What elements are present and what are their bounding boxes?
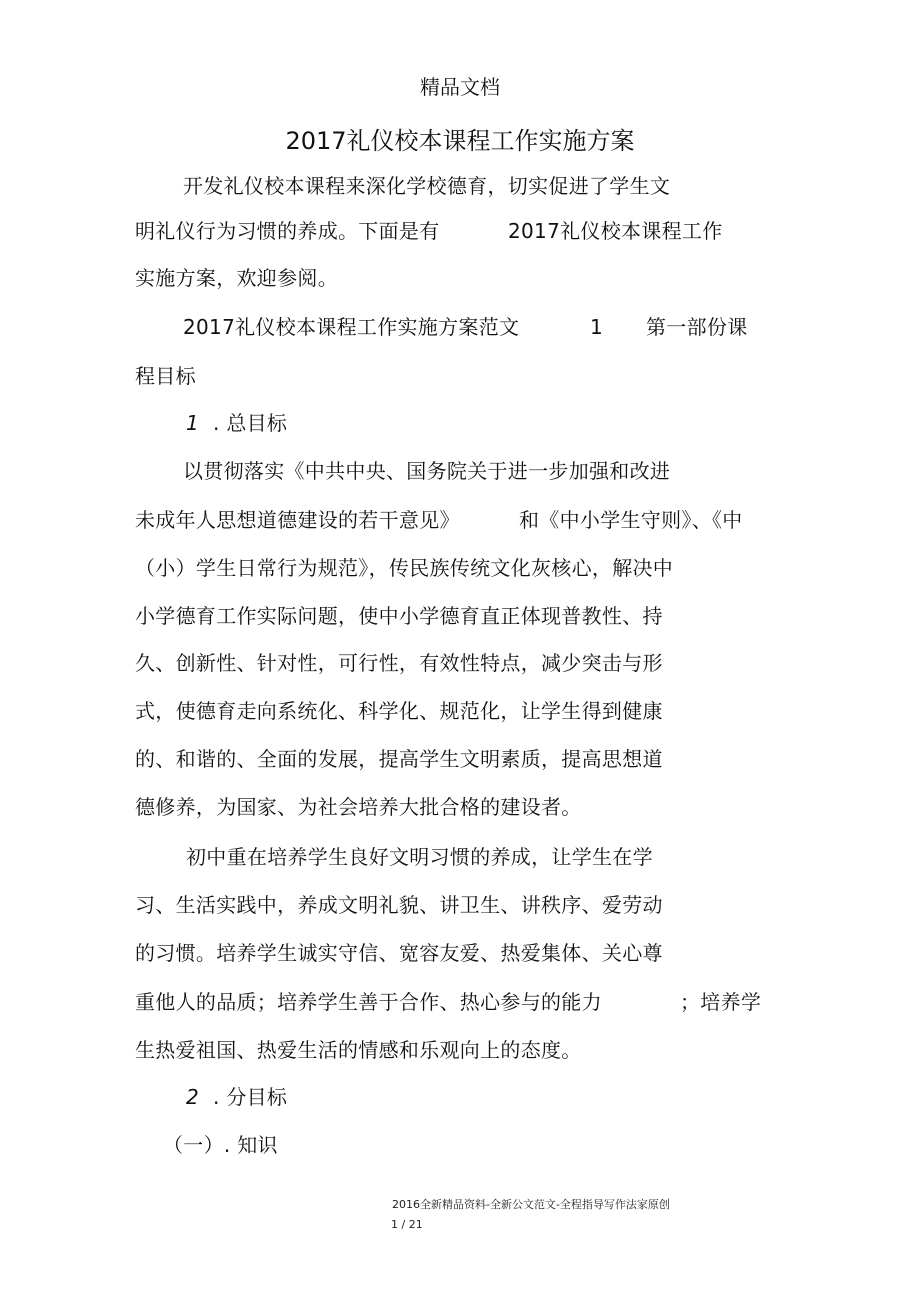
- paragraph-line: 2017礼仪校本课程工作: [508, 219, 723, 243]
- paragraph-line: 习、生活实践中，养成文明礼貌、讲卫生、讲秩序、爱劳动: [135, 893, 663, 917]
- subheading: （一）. 知识: [163, 1133, 278, 1157]
- paragraph-line: （小）学生日常行为规范》，传民族传统文化灰核心，解决中: [135, 556, 674, 580]
- document-title: 2017礼仪校本课程工作实施方案: [285, 127, 635, 155]
- paragraph-line: 的、和谐的、全面的发展，提高学生文明素质，提高思想道: [135, 747, 663, 771]
- subheading: . 分目标: [213, 1085, 288, 1109]
- paragraph-line: 实施方案，欢迎参阅。: [135, 266, 338, 290]
- paragraph-line: 未成年人思想道德建设的若干意见》: [135, 508, 460, 532]
- page-number: 1 / 21: [391, 1218, 423, 1231]
- paragraph-line: 小学德育工作实际问题，使中小学德育直正体现普教性、持: [135, 604, 663, 628]
- paragraph-line: 久、创新性、针对性，可行性，有效性特点，减少突击与形: [135, 651, 663, 675]
- section-number: 1: [590, 315, 604, 339]
- subheading: . 总目标: [213, 411, 288, 435]
- paragraph-line: 的习惯。培养学生诚实守信、宽容友爱、热爱集体、关心尊: [135, 941, 663, 965]
- section-heading: 程目标: [135, 364, 196, 388]
- list-number: 2: [186, 1085, 200, 1109]
- paragraph-line: ；培养学: [680, 990, 762, 1014]
- paragraph-line: 和《中小学生守则》、《中: [519, 508, 743, 532]
- paragraph-line: 初中重在培养学生良好文明习惯的养成，让学生在学: [186, 845, 653, 869]
- page-header: 精品文档: [420, 75, 500, 99]
- list-number: 1: [186, 411, 200, 435]
- footer-note: 2016全新精品资料-全新公文范文-全程指导写作法家原创: [392, 1198, 670, 1211]
- paragraph-line: 明礼仪行为习惯的养成。下面是有: [135, 219, 440, 243]
- section-heading: 第一部份课: [646, 315, 748, 339]
- paragraph-line: 重他人的品质；培养学生善于合作、热心参与的能力: [135, 990, 602, 1014]
- paragraph-line: 生热爱祖国、热爱生活的情感和乐观向上的态度。: [135, 1038, 582, 1062]
- section-heading: 2017礼仪校本课程工作实施方案范文: [183, 315, 520, 339]
- paragraph-line: 德修养，为国家、为社会培养大批合格的建设者。: [135, 795, 582, 819]
- paragraph-line: 开发礼仪校本课程来深化学校德育，切实促进了学生文: [183, 174, 671, 198]
- paragraph-line: 以贯彻落实《中共中央、国务院关于进一步加强和改进: [183, 459, 671, 483]
- paragraph-line: 式，使德育走向系统化、科学化、规范化，让学生得到健康: [135, 699, 663, 723]
